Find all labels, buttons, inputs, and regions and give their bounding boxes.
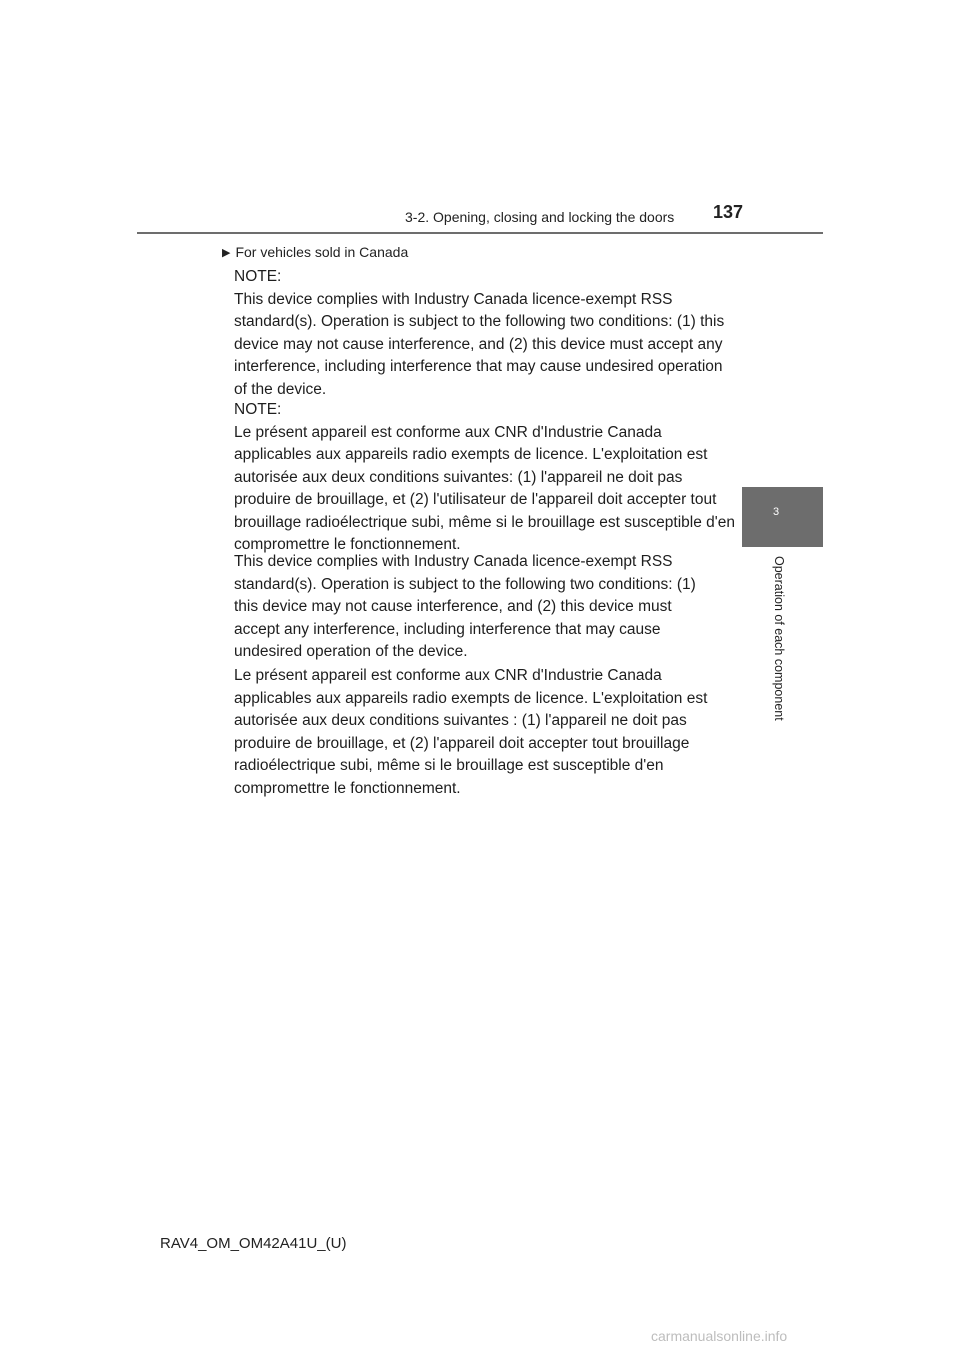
section-title: 3-2. Opening, closing and locking the doors xyxy=(405,209,675,225)
notice-line: this device may not cause interference, and (2) this device must xyxy=(234,598,672,615)
notice-line: NOTE: xyxy=(234,401,282,418)
chapter-tab xyxy=(742,487,823,547)
bullet-text: For vehicles sold in Canada xyxy=(235,244,409,260)
notice-line: device may not cause interference, and (2) this device must accept any xyxy=(234,335,723,353)
notice-line: of the device. xyxy=(234,380,327,398)
notice-line: produire de brouillage, et (2) l'utilisateur de l'appareil doit accepter tout xyxy=(234,491,717,508)
notice-line: undesired operation of the device. xyxy=(234,643,468,660)
notice-line: autorisée aux deux conditions suivantes : (1) l'appareil ne doit pas xyxy=(234,712,687,729)
notice-line: NOTE: xyxy=(234,268,282,285)
notice-line: Le présent appareil est conforme aux CNR d'Industrie Canada xyxy=(234,667,662,684)
notice-line: produire de brouillage, et (2) l'appareil doit accepter tout brouillage xyxy=(234,734,690,752)
notice-line: applicables aux appareils radio exempts de licence. L'exploitation est xyxy=(234,689,708,707)
chapter-label: Operation of each component xyxy=(772,556,786,721)
watermark: carmanualsonline.info xyxy=(651,1328,788,1344)
notice-line: radioélectrique subi, même si le brouillage est susceptible d'en xyxy=(234,757,664,774)
chapter-label-container xyxy=(772,556,796,746)
notice-en-1 xyxy=(234,266,754,401)
notice-fr-1 xyxy=(234,399,754,557)
notice-line: This device complies with Industry Canada licence-exempt RSS xyxy=(234,553,673,570)
notice-line: brouillage radioélectrique subi, même si le brouillage est susceptible d'en xyxy=(234,513,735,531)
header-divider xyxy=(137,232,823,234)
notice-line: standard(s). Operation is subject to the following two conditions: (1) this xyxy=(234,313,725,330)
manual-code: RAV4_OM_OM42A41U_(U) xyxy=(160,1235,347,1252)
notice-en-2 xyxy=(234,551,754,664)
notice-line: compromettre le fonctionnement. xyxy=(234,536,461,553)
notice-line: This device complies with Industry Canada licence-exempt RSS xyxy=(234,290,673,308)
notice-line: accept any interference, including interference that may cause xyxy=(234,620,661,638)
notice-line: autorisée aux deux conditions suivantes: (1) l'appareil ne doit pas xyxy=(234,468,683,486)
chapter-tab-number: 3 xyxy=(773,506,780,518)
page-number: 137 xyxy=(713,202,744,222)
notice-line: interference, including interference that may cause undesired operation xyxy=(234,358,723,375)
notice-line: standard(s). Operation is subject to the following two conditions: (1) xyxy=(234,575,696,593)
triangle-bullet-icon: ▶ xyxy=(222,247,231,259)
notice-line: compromettre le fonctionnement. xyxy=(234,779,461,797)
bullet-item xyxy=(222,244,408,260)
notice-line: Le présent appareil est conforme aux CNR d'Industrie Canada xyxy=(234,423,662,441)
notice-line: applicables aux appareils radio exempts de licence. L'exploitation est xyxy=(234,446,708,463)
notice-fr-2 xyxy=(234,665,754,800)
